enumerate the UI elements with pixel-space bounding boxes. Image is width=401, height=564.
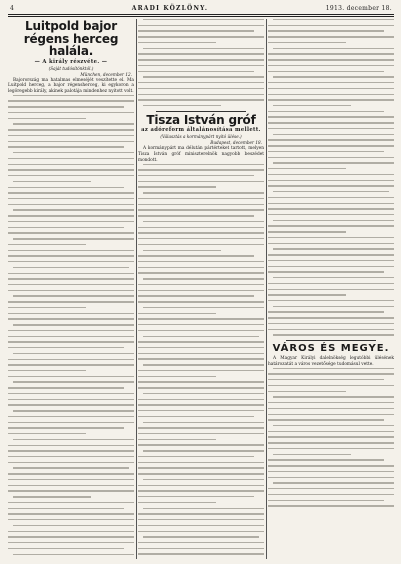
article1-headline: Luitpold bajor régens herceg halála. (23, 19, 119, 58)
article2-dateline: Budapest, december 18. (210, 140, 262, 146)
article2-lead: A kormánypárt ma délután pártérteket tartott, melyen Tisza István gróf miniszterelnök nagyobb beszédet mondott. (138, 146, 264, 163)
article-divider (286, 340, 376, 341)
column2-top-text (138, 19, 264, 106)
article-divider (156, 111, 246, 112)
article3-body-text (268, 368, 394, 507)
article1-body-text (8, 95, 134, 559)
article2-subnote: (Választás a kormánypárt nyitó ülése.) (160, 134, 242, 140)
article3-lead: A Magyar Királyi dalelnökség legutóbbi ülésének határozatát a város vezetősége tudomásul vette. (268, 356, 394, 367)
page-number: 4 (10, 5, 15, 12)
column-3 (268, 19, 394, 559)
article2-headline: Tisza István gróf (146, 112, 256, 127)
masthead-rule (8, 14, 394, 17)
article1-subhead: — A király részvéte. — (34, 58, 108, 65)
masthead (8, 5, 394, 14)
article1-dateline: München, december 12. (80, 71, 132, 77)
issue-date: 1913. december 18. (325, 5, 392, 12)
article2-body-text (138, 164, 264, 560)
newspaper-title: ARADI KÖZLÖNY. (131, 5, 209, 12)
column-2 (138, 19, 264, 559)
column-1 (8, 19, 134, 559)
columns (8, 19, 394, 559)
article3-section-title: VÁROS ÉS MEGYE. (272, 343, 390, 355)
article2-subhead: az adóreform általánosítása mellett. (141, 127, 261, 134)
column3-top-text (268, 19, 394, 336)
newspaper-page (8, 5, 394, 559)
article1-lead: Bajorország ma hatalmas elmeséjét veszítette el. Ma Luitpold herceg, a bajor régensherceg, ki egykoron a legöregebb király, akinek palotája mindenhez nyitott volt. (8, 77, 134, 94)
article1-subnote: (Saját tudósítónktól.) (48, 65, 94, 71)
